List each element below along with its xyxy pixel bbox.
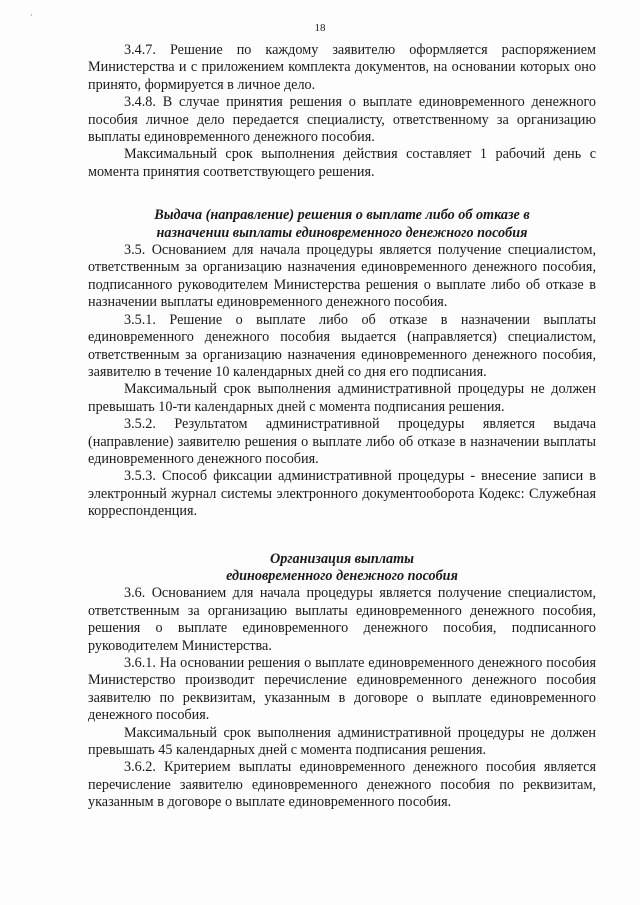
document-body — [88, 42, 596, 812]
section-heading-payment-line-2: единовременного денежного пособия — [226, 567, 458, 584]
paragraph-3-5-2: 3.5.2. Результатом административной процедуры является выдача (направление) заявителю решения о выплате либо об отказе в назначении выплаты единовременного денежного пособия. — [88, 416, 596, 467]
page-number: 18 — [314, 22, 326, 34]
paragraph-max-term-2: Максимальный срок выполнения административной процедуры не должен превышать 10-ти календарных дней с момента подписания решения. — [88, 381, 596, 415]
paragraph-3-6-1: 3.6.1. На основании решения о выплате единовременного денежного пособия Министерство производит перечисление единовременного денежного пособия заявителю по реквизитам, указанным в договоре о выплате единовременного денежного пособия. — [88, 655, 596, 724]
section-gap — [88, 521, 596, 551]
section-heading-delivery-line-2: назначении выплаты единовременного денежного пособия — [156, 224, 528, 241]
section-heading-delivery-line-1: Выдача (направление) решения о выплате либо об отказе в — [154, 207, 530, 224]
paragraph-max-term-3: Максимальный срок выполнения административной процедуры не должен превышать 45 календарных дней с момента подписания решения. — [88, 724, 596, 759]
section-heading-payment — [88, 551, 596, 586]
paragraph-max-term-1: Максимальный срок выполнения действия составляет 1 рабочий день с момента принятия соответствующего решения. — [88, 146, 596, 180]
paragraph-3-4-7: 3.4.7. Решение по каждому заявителю оформляется распоряжением Министерства и с приложением комплекта документов, на основании которых оно принято, формируется в личное дело. — [88, 42, 596, 93]
paragraph-3-6: 3.6. Основанием для начала процедуры является получение специалистом, ответственным за организацию выплаты единовременного денежного пособия, решения о выплате единовременного денежного пособия, подписанного руководителем Министерства. — [88, 585, 596, 654]
paragraph-3-5-1: 3.5.1. Решение о выплате либо об отказе в назначении выплаты единовременного денежного пособия выдается (направляется) специалистом, ответственным за организацию назначения единовременного денежного пособия, заявителю в течение 10 календарных дней со дня его подписания. — [88, 311, 596, 380]
paragraph-3-4-8: 3.4.8. В случае принятия решения о выплате единовременного денежного пособия личное дело передается специалисту, ответственному за организацию выплаты единовременного денежного пособия. — [88, 94, 596, 146]
paragraph-3-6-2: 3.6.2. Критерием выплаты единовременного денежного пособия является перечисление заявителю единовременного денежного пособия по реквизитам, указанным в договоре о выплате единовременного пособия. — [88, 759, 596, 811]
section-gap — [88, 181, 596, 207]
paragraph-3-5: 3.5. Основанием для начала процедуры является получение специалистом, ответственным за организацию назначения единовременного денежного пособия, подписанного руководителем Министерства решения о выплате либо об отказе в назначении выплаты единовременного денежного пособия. — [88, 242, 596, 311]
paragraph-3-5-3: 3.5.3. Способ фиксации административной процедуры - внесение записи в электронный журнал системы электронного документооборота Кодекс: Служебная корреспонденция. — [88, 468, 596, 520]
section-heading-delivery — [88, 207, 596, 242]
corner-mark: · — [30, 10, 33, 20]
section-heading-payment-line-1: Организация выплаты — [269, 550, 415, 567]
